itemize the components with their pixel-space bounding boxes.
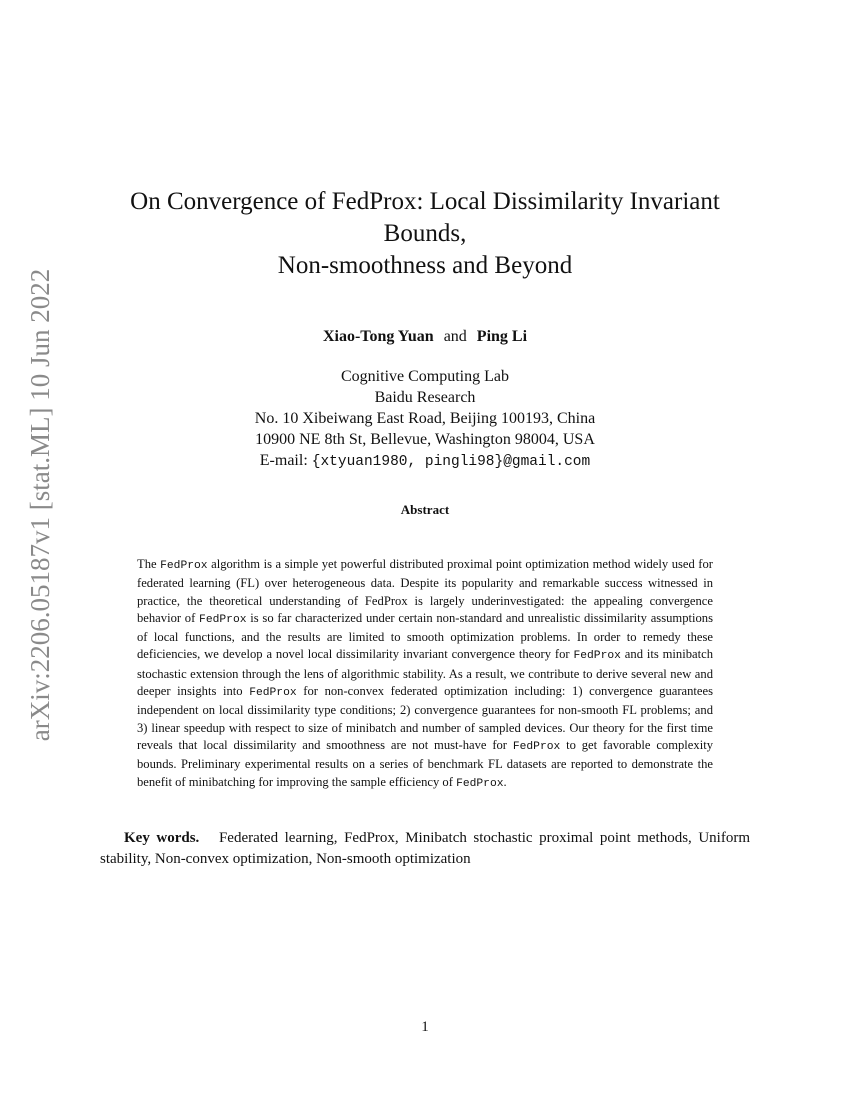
abstract-code-term: FedProx [249, 687, 297, 700]
abstract-code-term: FedProx [199, 613, 247, 626]
arxiv-identifier-stamp[interactable]: arXiv:2206.05187v1 [stat.ML] 10 Jun 2022 [25, 268, 55, 742]
keywords-paragraph [100, 828, 750, 870]
abstract-text: and its minibatch stochastic extension through the lens of algorithmic stability. As a result, we contribute to derive several new and deeper insights into [137, 647, 714, 699]
author-list [0, 326, 850, 348]
keywords-label: Key words. [124, 830, 200, 846]
abstract-text: . [503, 774, 507, 789]
abstract-code-term: FedProx [573, 650, 621, 663]
abstract-code-term: FedProx [512, 740, 561, 753]
email-address[interactable]: {xtyuan1980, pingli98}@gmail.com [311, 454, 591, 470]
abstract-code-term: FedProx [456, 777, 504, 790]
abstract-heading: Abstract [400, 502, 450, 517]
title-line-1: On Convergence of FedProx: Local Dissimilarity Invariant Bounds, [130, 188, 720, 247]
affiliation-address-2: 10900 NE 8th St, Bellevue, Washington 98004, USA [255, 431, 595, 448]
author-second: Ping Li [476, 328, 528, 345]
author-connector: and [443, 328, 467, 345]
email-label: E-mail: [259, 452, 308, 469]
keywords-text: Federated learning, FedProx, Minibatch stochastic proximal point methods, Uniform stability, Non-convex optimization, Non-smooth optimization [100, 830, 751, 867]
abstract-body [137, 556, 713, 793]
title-line-2: Non-smoothness and Beyond [277, 252, 573, 279]
abstract-text: is so far characterized under certain non-standard and unrealistic dissimilarity assumptions of local functions, and the results are limited to smooth optimization problems. In order to remedy these deficiencies, we develop a novel local dissimilarity invariant convergence theory for [137, 610, 713, 662]
author-first: Xiao-Tong Yuan [322, 328, 434, 345]
affiliation-lab: Cognitive Computing Lab [341, 368, 509, 385]
email-line [0, 450, 850, 473]
abstract-text: algorithm is a simple yet powerful distributed proximal point optimization method widely used for federated learning (FL) over heterogeneous data. Despite its popularity and remarkable success witnessed in practice, the theoretical understanding of FedProx is largely underinvestigated: the appealing convergence behavior of [137, 557, 713, 625]
affiliation-address-1: No. 10 Xibeiwang East Road, Beijing 100193, China [254, 410, 596, 427]
affiliation-block [0, 366, 850, 473]
paper-title [90, 186, 760, 282]
abstract-text: to get favorable complexity bounds. Preliminary experimental results on a series of benchmark FL datasets are reported to demonstrate the benefit of minibatching for improving the sample efficiency of [137, 737, 713, 789]
affiliation-org: Baidu Research [374, 389, 476, 406]
abstract-code-term: FedProx [160, 560, 208, 572]
abstract-text: for non-convex federated optimization including: 1) convergence guarantees independent on local dissimilarity type conditions; 2) convergence guarantees for non-smooth FL problems; and 3) linear speedup with respect to size of minibatch and number of sampled devices. Our theory for the first time reveals that local dissimilarity and smoothness are not must-have for [137, 684, 713, 752]
page-number: 1 [421, 1019, 429, 1035]
abstract-text: The [137, 557, 161, 571]
